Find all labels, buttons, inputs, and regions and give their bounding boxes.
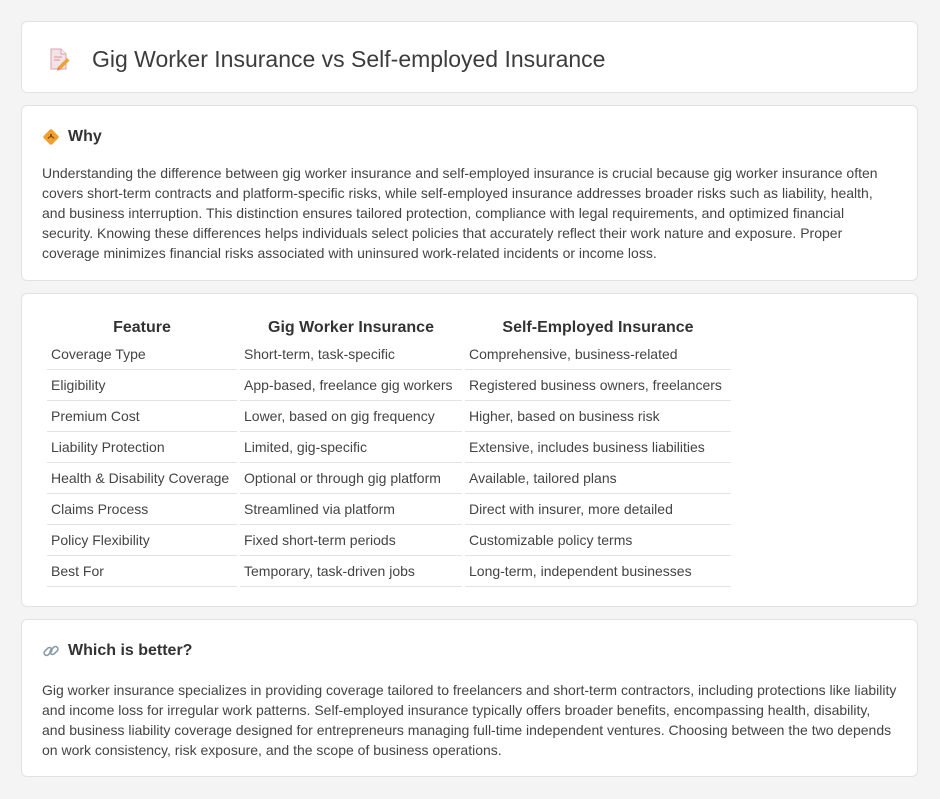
table-cell: Policy Flexibility: [47, 525, 237, 556]
table-cell: Short-term, task-specific: [240, 339, 462, 370]
table-cell: Higher, based on business risk: [465, 401, 731, 432]
table-row: [47, 370, 731, 401]
which-is-better-heading-label: Which is better?: [68, 642, 193, 659]
table-cell: Comprehensive, business-related: [465, 339, 731, 370]
table-row: [47, 339, 731, 370]
table-cell: Streamlined via platform: [240, 494, 462, 525]
column-header-self-employed: Self-Employed Insurance: [502, 319, 694, 336]
table-cell: Coverage Type: [47, 339, 237, 370]
why-section: [21, 105, 918, 281]
document-pen-icon: [47, 47, 71, 71]
table-cell: Liability Protection: [47, 432, 237, 463]
table-row: [47, 432, 731, 463]
comparison-table: [44, 315, 734, 587]
table-row: [47, 494, 731, 525]
which-is-better-text: Gig worker insurance specializes in providing coverage tailored to freelancers and short-term contractors, including protections like liability and income loss for irregular work patterns. Self-employed insurance typically offers broader benefits, encompassing health, disability, and business liability coverage designed for entrepreneurs managing full-time independent ventures. Choosing between the two depends on work consistency, risk exposure, and the scope of business operations.: [42, 682, 897, 758]
table-cell: Long-term, independent businesses: [465, 556, 731, 587]
page-title: Gig Worker Insurance vs Self-employed Insurance: [92, 46, 606, 72]
comparison-table-card: [21, 293, 918, 607]
table-cell: Fixed short-term periods: [240, 525, 462, 556]
table-cell: Registered business owners, freelancers: [465, 370, 731, 401]
table-cell: Optional or through gig platform: [240, 463, 462, 494]
table-row: [47, 556, 731, 587]
which-is-better-heading: [42, 640, 192, 662]
which-is-better-section: [21, 619, 918, 777]
why-text: Understanding the difference between gig worker insurance and self-employed insurance is crucial because gig worker insurance often covers short-term contracts and platform-specific risks, while self-employed insurance addresses broader risks such as liability, health, and business interruption. This distinction ensures tailored protection, compliance with legal requirements, and optimized financial security. Knowing these differences helps individuals select policies that accurately reflect their work nature and exposure. Proper coverage minimizes financial risks associated with uninsured work-related incidents or income loss.: [42, 165, 878, 261]
table-cell: App-based, freelance gig workers: [240, 370, 462, 401]
table-cell: Customizable policy terms: [465, 525, 731, 556]
table-cell: Extensive, includes business liabilities: [465, 432, 731, 463]
table-cell: Health & Disability Coverage: [47, 463, 237, 494]
table-cell: Temporary, task-driven jobs: [240, 556, 462, 587]
column-header-gig-worker: Gig Worker Insurance: [268, 319, 434, 336]
table-cell: Direct with insurer, more detailed: [465, 494, 731, 525]
table-row: [47, 401, 731, 432]
table-cell: Limited, gig-specific: [240, 432, 462, 463]
table-row: [47, 525, 731, 556]
link-icon: [42, 642, 60, 660]
table-cell: Premium Cost: [47, 401, 237, 432]
table-cell: Eligibility: [47, 370, 237, 401]
table-cell: Available, tailored plans: [465, 463, 731, 494]
why-heading-label: Why: [68, 128, 102, 145]
title-card: [21, 21, 918, 93]
table-cell: Best For: [47, 556, 237, 587]
table-cell: Claims Process: [47, 494, 237, 525]
why-heading: [42, 126, 102, 148]
column-header-feature: Feature: [113, 319, 171, 336]
table-cell: Lower, based on gig frequency: [240, 401, 462, 432]
table-header-row: [47, 315, 731, 339]
diamond-sign-icon: [42, 128, 60, 146]
table-row: [47, 463, 731, 494]
